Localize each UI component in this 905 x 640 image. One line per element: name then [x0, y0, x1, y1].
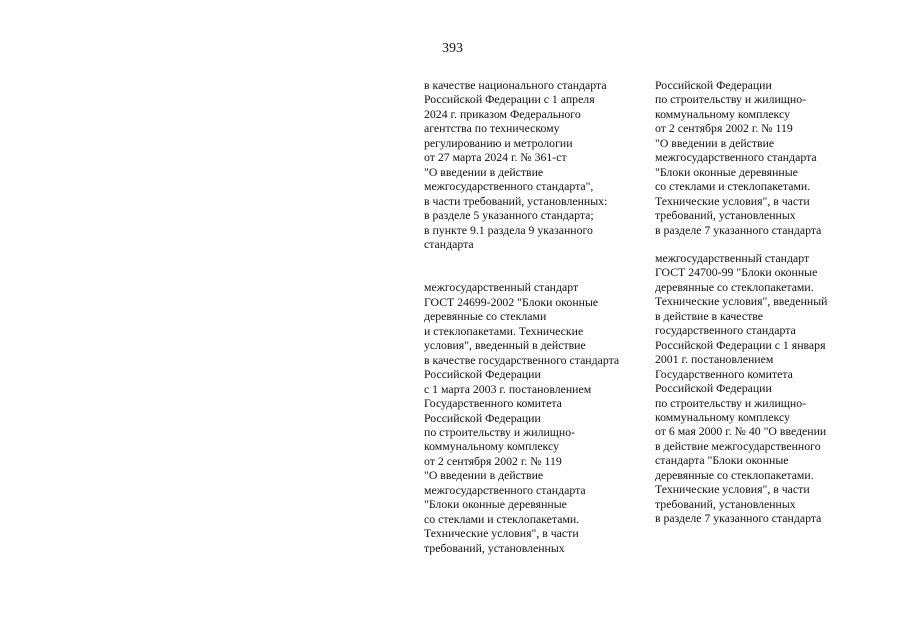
text-line: в части требований, установленных: — [424, 193, 608, 208]
text-line: "О введении в действие — [424, 468, 544, 483]
text-line: 2024 г. приказом Федерального — [424, 106, 581, 121]
text-line: по строительству и жилищно- — [655, 92, 807, 107]
text-line: регулированию и метрологии — [424, 135, 573, 150]
text-line: Технические условия", в части — [424, 526, 579, 541]
text-line: в разделе 5 указанного стандарта; — [424, 208, 594, 223]
text-line: в действие в качестве — [655, 308, 763, 323]
right-block-1 — [655, 78, 880, 237]
text-line: в действие межгосударственного — [655, 438, 821, 453]
text-line: 2001 г. постановлением — [655, 352, 774, 367]
text-line: требований, установленных — [655, 496, 796, 511]
text-line: деревянные со стеклами — [424, 309, 547, 324]
left-text-column — [424, 78, 649, 555]
text-line: в разделе 7 указанного стандарта — [655, 222, 822, 237]
text-line: Технические условия", в части — [655, 193, 810, 208]
text-line: требований, установленных — [655, 208, 796, 223]
text-line: коммунальному комплексу — [424, 439, 559, 454]
text-line: по строительству и жилищно- — [424, 424, 576, 439]
paragraph-gap — [655, 237, 880, 251]
text-line: межгосударственного стандарта", — [424, 179, 594, 194]
text-line: Российской Федерации — [424, 367, 541, 382]
text-line: от 2 сентября 2002 г. № 119 — [655, 121, 793, 136]
text-line: коммунальному комплексу — [655, 409, 790, 424]
text-line: от 6 мая 2000 г. № 40 "О введении — [655, 424, 827, 439]
left-block-2 — [424, 280, 649, 555]
text-line: государственного стандарта — [655, 323, 796, 338]
text-line: межгосударственный стандарт — [655, 250, 810, 265]
text-line: по строительству и жилищно- — [655, 395, 807, 410]
text-line: Российской Федерации с 1 января — [655, 337, 826, 352]
left-block-1 — [424, 78, 649, 251]
text-line: со стеклами и стеклопакетами. — [655, 179, 811, 194]
text-line: "О введении в действие — [655, 135, 775, 150]
text-line: со стеклами и стеклопакетами. — [424, 511, 580, 526]
text-line: стандарта "Блоки оконные — [655, 453, 789, 468]
text-line: с 1 марта 2003 г. постановлением — [424, 381, 592, 396]
text-line: от 2 сентября 2002 г. № 119 — [424, 453, 562, 468]
paragraph-gap — [424, 251, 649, 280]
text-line: в разделе 7 указанного стандарта — [655, 511, 822, 526]
text-line: Российской Федерации — [655, 381, 772, 396]
text-line: деревянные со стеклопакетами. — [655, 279, 814, 294]
text-line: стандарта — [424, 236, 474, 251]
text-line: Российской Федерации — [655, 78, 772, 92]
text-line: Технические условия", в части — [655, 482, 810, 497]
text-line: условия", введенный в действие — [424, 338, 586, 353]
text-line: "Блоки оконные деревянные — [655, 164, 798, 179]
text-line: деревянные со стеклопакетами. — [655, 467, 814, 482]
page-number: 393 — [442, 41, 463, 56]
text-line: межгосударственного стандарта — [424, 482, 586, 497]
right-text-column — [655, 78, 880, 526]
text-line: требований, установленных — [424, 540, 565, 555]
text-line: "Блоки оконные деревянные — [424, 497, 567, 512]
text-line: в пункте 9.1 раздела 9 указанного — [424, 222, 593, 237]
text-line: агентства по техническому — [424, 121, 560, 136]
text-line: Государственного комитета — [655, 366, 793, 381]
text-line: от 27 марта 2024 г. № 361-ст — [424, 150, 567, 165]
right-block-2 — [655, 251, 880, 526]
text-line: межгосударственный стандарт — [424, 280, 579, 295]
text-line: Российской Федерации — [424, 410, 541, 425]
text-line: Технические условия", введенный — [655, 294, 828, 309]
text-line: межгосударственного стандарта — [655, 150, 817, 165]
text-line: ГОСТ 24700-99 "Блоки оконные — [655, 265, 818, 280]
text-line: и стеклопакетами. Технические — [424, 323, 584, 338]
text-line: "О введении в действие — [424, 164, 544, 179]
text-line: Российской Федерации с 1 апреля — [424, 92, 595, 107]
text-line: ГОСТ 24699-2002 "Блоки оконные — [424, 294, 599, 309]
text-line: Государственного комитета — [424, 396, 562, 411]
text-line: в качестве государственного стандарта — [424, 352, 620, 367]
text-line: в качестве национального стандарта — [424, 78, 607, 92]
text-line: коммунальному комплексу — [655, 106, 790, 121]
